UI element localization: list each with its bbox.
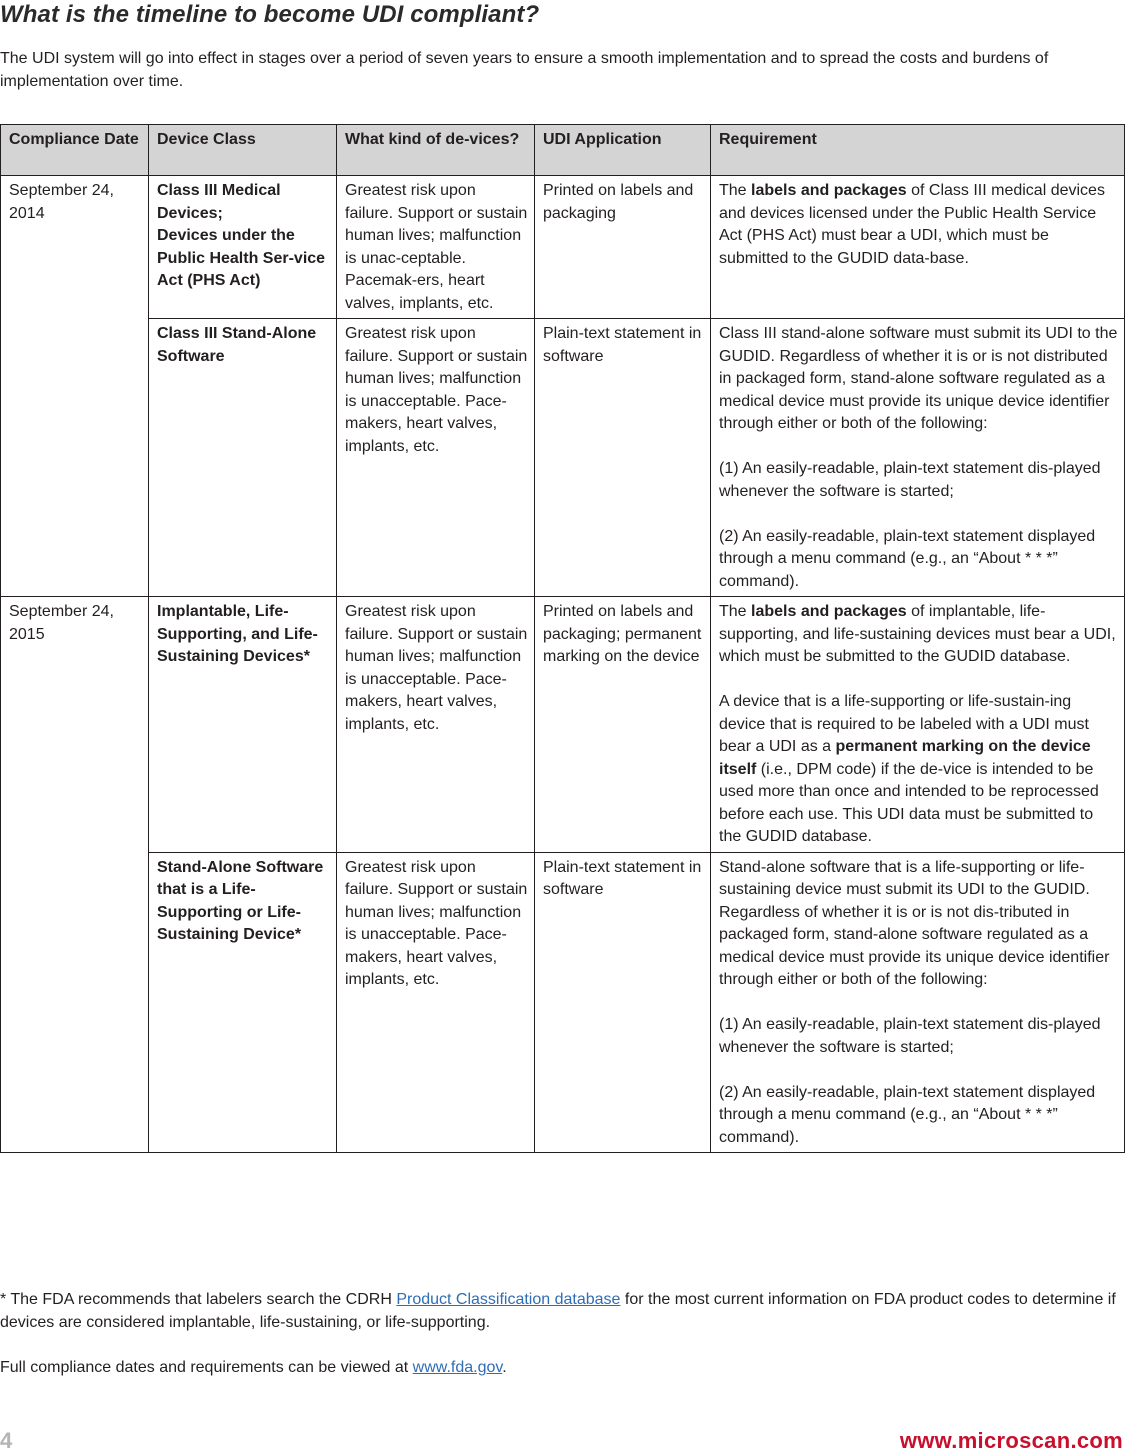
requirement-text: (i.e., DPM code) if the de-vice is intended to be used more than once and intended to be reprocessed before each use. This UDI data must be submitted to the GUDID database. bbox=[719, 760, 1099, 845]
header-requirement: Requirement bbox=[711, 125, 1125, 176]
device-class-line: Devices under the Public Health Ser-vice Act (PHS Act) bbox=[157, 227, 326, 289]
footnote-text: * The FDA recommends that labelers search the CDRH bbox=[0, 1291, 397, 1308]
page-number: 4 bbox=[0, 1428, 13, 1453]
requirement-paragraph bbox=[719, 601, 1118, 669]
requirement-paragraph: (2) An easily-readable, plain-text statement displayed through a menu command (e.g., an “About * * *” command). bbox=[719, 527, 1096, 590]
website-url: www.microscan.com bbox=[899, 1428, 1123, 1453]
device-kind-cell: Greatest risk upon failure. Support or sustain human lives; malfunction is unacceptable. Pace-makers, heart valves, implants, etc. bbox=[337, 319, 535, 597]
device-class-cell: Implantable, Life-Supporting, and Life-Sustaining Devices* bbox=[149, 597, 337, 853]
product-classification-link[interactable]: Product Classification database bbox=[396, 1291, 621, 1308]
requirement-paragraph: (1) An easily-readable, plain-text statement dis-played whenever the software is started; bbox=[719, 460, 1101, 500]
requirement-cell bbox=[711, 176, 1125, 319]
table-row bbox=[1, 319, 1125, 597]
requirement-paragraph: (2) An easily-readable, plain-text statement displayed through a menu command (e.g., an “About * * *” command). bbox=[719, 1083, 1096, 1146]
requirement-emphasis: permanent marking on the device itself bbox=[719, 738, 1091, 778]
header-kind-of-devices: What kind of de-vices? bbox=[337, 125, 535, 176]
device-kind-cell: Greatest risk upon failure. Support or sustain human lives; malfunction is unacceptable. Pace-makers, heart valves, implants, etc. bbox=[337, 597, 535, 853]
device-class-cell bbox=[149, 176, 337, 319]
udi-application-cell: Printed on labels and packaging; permanent marking on the device bbox=[535, 597, 711, 853]
header-udi-application: UDI Application bbox=[535, 125, 711, 176]
requirement-cell bbox=[711, 852, 1125, 1153]
requirement-paragraph: Stand-alone software that is a life-supporting or life-sustaining device must submit its UDI to the GUDID. Regardless of whether it is or is not dis-tributed in packaged form, stand-alone software regulated as a medical device must provide its unique device identifier through either or both of the following: bbox=[719, 858, 1110, 988]
requirement-text: A device that is a life-supporting or life-sustain-ing device that is required to be labeled with a UDI must bear a UDI as a bbox=[719, 693, 1089, 755]
full-compliance-text: Full compliance dates and requirements can be viewed at bbox=[0, 1359, 413, 1376]
table-row bbox=[1, 852, 1125, 1153]
full-compliance-text: . bbox=[502, 1359, 507, 1376]
header-compliance-date: Compliance Date bbox=[1, 125, 149, 176]
table-header-row bbox=[1, 125, 1125, 176]
requirement-paragraph: (1) An easily-readable, plain-text statement dis-played whenever the software is started; bbox=[719, 1016, 1101, 1056]
requirement-emphasis: labels and packages bbox=[751, 182, 907, 199]
requirement-cell bbox=[711, 597, 1125, 853]
device-kind-cell: Greatest risk upon failure. Support or sustain human lives; malfunction is unacceptable. Pace-makers, heart valves, implants, etc. bbox=[337, 852, 535, 1153]
requirement-emphasis: labels and packages bbox=[751, 603, 907, 620]
requirement-text: The bbox=[719, 603, 752, 620]
footnote bbox=[0, 1289, 1120, 1334]
page-title: What is the timeline to become UDI compliant? bbox=[0, 1, 540, 28]
header-device-class: Device Class bbox=[149, 125, 337, 176]
compliance-date-cell: September 24, 2015 bbox=[1, 597, 149, 1153]
fda-link[interactable]: www.fda.gov bbox=[412, 1359, 503, 1376]
udi-application-cell: Plain-text statement in software bbox=[535, 319, 711, 597]
requirement-text: of implantable, life-supporting, and life-sustaining devices must bear a UDI, which must be submitted to the GUDID database. bbox=[719, 603, 1116, 665]
udi-application-cell: Printed on labels and packaging bbox=[535, 176, 711, 319]
device-class-cell: Stand-Alone Software that is a Life-Supporting or Life-Sustaining Device* bbox=[149, 852, 337, 1153]
table-row bbox=[1, 597, 1125, 853]
device-kind-cell: Greatest risk upon failure. Support or sustain human lives; malfunction is unac-ceptable. Pacemak-ers, heart valves, implants, etc. bbox=[337, 176, 535, 319]
device-class-line: Class III Medical Devices; bbox=[157, 182, 281, 222]
compliance-timeline-table bbox=[0, 124, 1125, 1153]
requirement-cell bbox=[711, 319, 1125, 597]
udi-application-cell: Plain-text statement in software bbox=[535, 852, 711, 1153]
intro-paragraph: The UDI system will go into effect in stages over a period of seven years to ensure a smooth implementation and to spread the costs and burdens of implementation over time. bbox=[0, 50, 1049, 90]
compliance-date-cell: September 24, 2014 bbox=[1, 176, 149, 597]
requirement-text: of Class III medical devices and devices licensed under the Public Health Service Act (PHS Act) must bear a UDI, which must be submitted to the GUDID data-base. bbox=[719, 182, 1105, 267]
footnote-text: for the most current information on FDA product codes to determine if devices are considered implantable, life-sustaining, or life-supporting. bbox=[0, 1291, 1116, 1331]
full-compliance-note bbox=[0, 1357, 1120, 1380]
requirement-text: The bbox=[719, 182, 752, 199]
device-class-cell: Class III Stand-Alone Software bbox=[149, 319, 337, 597]
requirement-paragraph: Class III stand-alone software must submit its UDI to the GUDID. Regardless of whether it is or is not distributed in packaged form, stand-alone software regulated as a medical device must provide its unique device identifier through either or both of the following: bbox=[719, 325, 1118, 432]
table-row bbox=[1, 176, 1125, 319]
requirement-paragraph bbox=[719, 691, 1118, 849]
